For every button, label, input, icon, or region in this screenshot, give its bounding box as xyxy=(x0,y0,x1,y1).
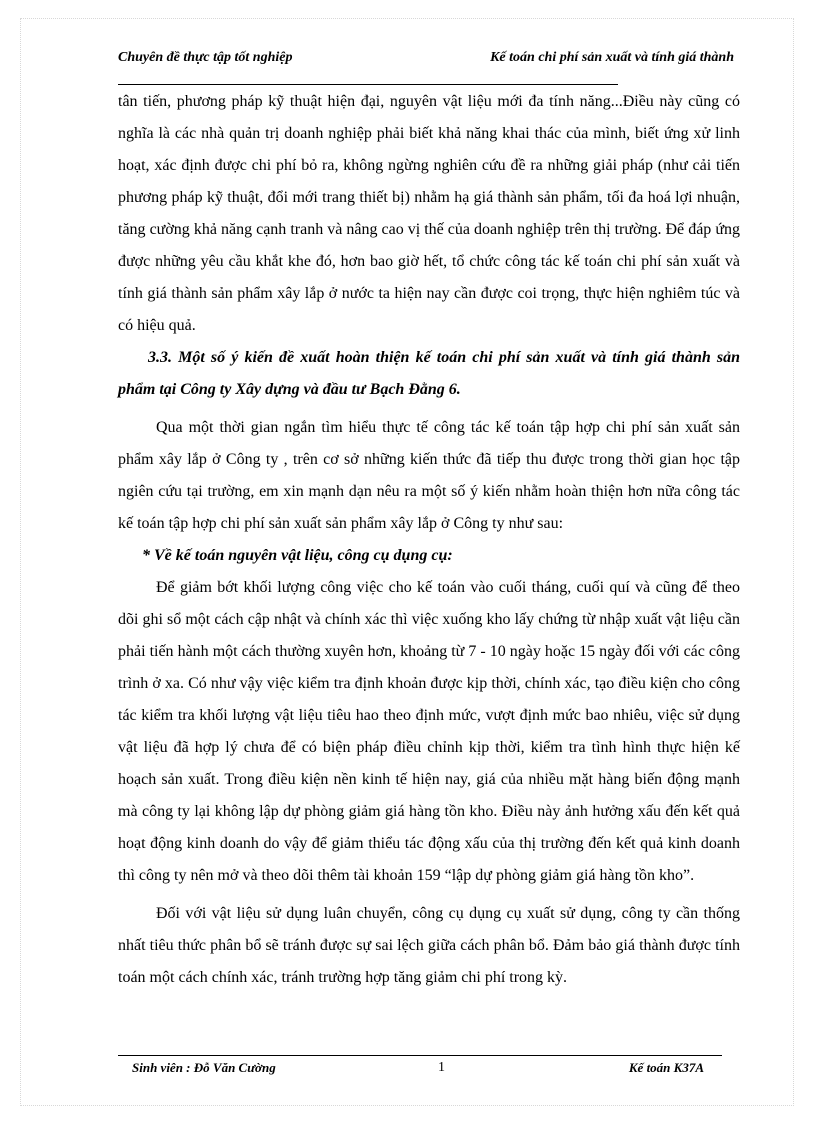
page-footer xyxy=(118,1060,722,1080)
section-heading: 3.3. Một số ý kiến đề xuất hoàn thiện kế toán chi phí sản xuất và tính giá thành sản phẩm tại Công ty Xây dựng và đầu tư Bạch Đằng 6. xyxy=(118,349,740,398)
footer-student: Sinh viên : Đỗ Văn Cường xyxy=(132,1060,276,1075)
page-number: 1 xyxy=(438,1060,445,1075)
paragraph-materials: Để giảm bớt khối lượng công việc cho kế toán vào cuối tháng, cuối quí và cũng để theo dõi ghi sổ một cách cập nhật và chính xác thì việc xuống kho lấy chứng từ nhập xuất vật liệu cần phải tiến hành một cách thường xuyên hơn, khoảng từ 7 - 10 ngày hoặc 15 ngày đối với các công trình ở xa. Có như vậy việc kiểm tra định khoản được kịp thời, chính xác, tạo điều kiện cho công tác kiểm tra khối lượng vật liệu tiêu hao theo định mức, vượt định mức bao nhiêu, việc sử dụng vật liệu đã hợp lý chưa để có biện pháp điều chỉnh kịp thời, kiểm tra tình hình thực hiện kế hoạch sản xuất. Trong điều kiện nền kinh tế hiện nay, giá của nhiều mặt hàng biến động mạnh mà công ty lại không lập dự phòng giảm giá hàng tồn kho. Điều này ảnh hưởng xấu đến kết quả hoạt động kinh doanh do vậy để giảm thiểu tác động xấu của thị trường đến kết quả kinh doanh thì công ty nên mở và theo dõi thêm tài khoản 159 “lập dự phòng giảm giá hàng tồn kho”. xyxy=(118,579,740,884)
paragraph-allocation: Đối với vật liệu sử dụng luân chuyển, công cụ dụng cụ xuất sử dụng, công ty cần thống nhất tiêu thức phân bổ sẽ tránh được sự sai lệch giữa cách phân bổ. Đảm bảo giá thành được tính toán một cách chính xác, tránh trường hợp tăng giảm chi phí trong kỳ. xyxy=(118,905,740,986)
document-body xyxy=(118,86,740,994)
bullet-heading: * Về kế toán nguyên vật liệu, công cụ dụng cụ: xyxy=(142,547,453,564)
footer-class: Kế toán K37A xyxy=(628,1060,704,1075)
header-rule xyxy=(118,84,618,85)
footer-rule xyxy=(118,1055,722,1056)
header-subject: Kế toán chi phí sản xuất và tính giá thành xyxy=(490,50,734,65)
paragraph-intro: tân tiến, phương pháp kỹ thuật hiện đại, nguyên vật liệu mới đa tính năng...Điều này cũng có nghĩa là các nhà quản trị doanh nghiệp phải biết khả năng khai thác của mình, biết ứng xử linh hoạt, xác định được chi phí bỏ ra, không ngừng nghiên cứu đề ra những giải pháp (như cải tiến phương pháp kỹ thuật, đổi mới trang thiết bị) nhằm hạ giá thành sản phẩm, tối đa hoá lợi nhuận, tăng cường khả năng cạnh tranh và nâng cao vị thế của doanh nghiệp trên thị trường. Để đáp ứng được những yêu cầu khắt khe đó, hơn bao giờ hết, tổ chức công tác kế toán chi phí sản xuất và tính giá thành sản phẩm xây lắp ở nước ta hiện nay cần được coi trọng, thực hiện nghiêm túc và có hiệu quả. xyxy=(118,93,740,334)
page-header xyxy=(118,50,734,72)
header-title: Chuyên đề thực tập tốt nghiệp xyxy=(118,50,293,65)
paragraph-overview: Qua một thời gian ngắn tìm hiểu thực tế công tác kế toán tập hợp chi phí sản xuất sản phẩm xây lắp ở Công ty , trên cơ sở những kiến thức đã tiếp thu được trong thời gian học tập ngiên cứu tại trường, em xin mạnh dạn nêu ra một số ý kiến nhằm hoàn thiện hơn nữa công tác kế toán tập hợp chi phí sản xuất sản phẩm xây lắp ở Công ty như sau: xyxy=(118,419,740,532)
